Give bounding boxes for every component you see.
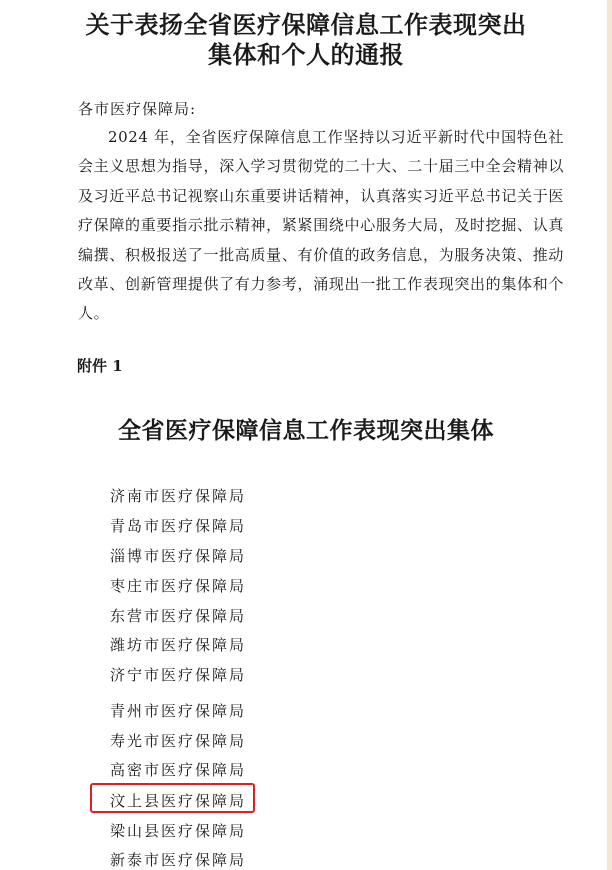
list-item-highlighted: 汶上县医疗保障局 bbox=[110, 792, 247, 810]
attachment-label: 附件 1 bbox=[77, 357, 123, 375]
list-item: 高密市医疗保障局 bbox=[110, 761, 247, 779]
list-item: 潍坊市医疗保障局 bbox=[110, 636, 247, 654]
list-item: 枣庄市医疗保障局 bbox=[110, 577, 247, 595]
list-item: 淄博市医疗保障局 bbox=[110, 547, 247, 565]
list-item: 青岛市医疗保障局 bbox=[110, 517, 247, 535]
highlight-annotation-box bbox=[90, 783, 255, 813]
list-item: 东营市医疗保障局 bbox=[110, 607, 247, 625]
salutation: 各市医疗保障局: bbox=[78, 100, 197, 118]
list-item: 济南市医疗保障局 bbox=[110, 487, 247, 505]
list-item: 青州市医疗保障局 bbox=[110, 702, 247, 720]
document-title bbox=[0, 10, 612, 70]
document-title-line2: 集体和个人的通报 bbox=[208, 40, 404, 69]
document-title-line1: 关于表扬全省医疗保障信息工作表现突出 bbox=[85, 10, 527, 39]
list-item: 寿光市医疗保障局 bbox=[110, 732, 247, 750]
list-item: 梁山县医疗保障局 bbox=[110, 822, 247, 840]
notice-body-paragraph: 2024 年，全省医疗保障信息工作坚持以习近平新时代中国特色社会主义思想为指导，深入学习贯彻党的二十大、二十届三中全会精神以及习近平总书记视察山东重要讲话精神，认真落实习近平总书记关于医疗保障的重要指示批示精神，紧紧围绕中心服务大局，及时挖掘、认真编撰、积极报送了一批高质量、有价值的政务信息，为服务决策、推动改革、创新管理提供了有力参考，涌现出一批工作表现突出的集体和个人。 bbox=[78, 128, 564, 323]
list-item: 新泰市医疗保障局 bbox=[110, 851, 247, 869]
collective-section-title: 全省医疗保障信息工作表现突出集体 bbox=[118, 417, 494, 444]
list-item: 济宁市医疗保障局 bbox=[110, 666, 247, 684]
